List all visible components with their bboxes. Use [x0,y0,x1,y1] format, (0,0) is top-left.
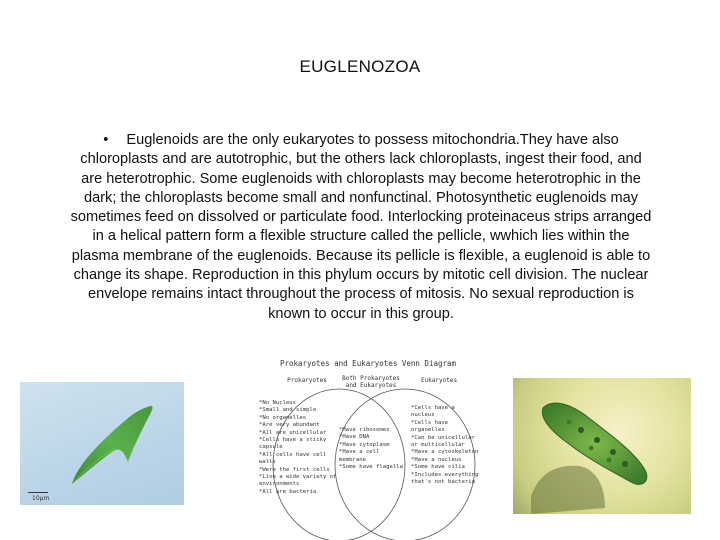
venn-heading-eukaryotes: Eukaryotes [420,377,458,384]
bullet-marker: • [103,132,109,148]
paragraph-text: Euglenoids are the only eukaryotes to possess mitochondria.They have also chloroplasts and are autotrophic, but the others lack chloroplasts, ingest their food, and are heterotrophic. Some euglenoids with chloroplasts may become heterotrophic in the dark; the chloroplasts become small and nonfunctinal. Photosynthetic euglenoids may sometimes feed on dissolved or particulate food. Interlocking proteinaceus strips arranged in a helical pattern form a flexible structure called the pellicle, wwhich lies within the plasma membrane of the euglenoids. Because its pellicle is flexible, a euglenoid is able to change its shape. Reproduction in this phylum occurs by mitotic cell division. The nuclear envelope remains intact throughout the process of mitosis. No sexual reproduction is known to occur in this group. [70,132,652,322]
list-item: *Cells have a nucleus [411,405,455,419]
list-item: *No Nucleus [259,400,297,406]
list-item: *Some have cilia [411,464,465,471]
list-item: *Have a cytoskeleton [411,449,479,456]
slide-title: EUGLENOZOA [299,57,421,76]
venn-diagram [253,355,483,540]
venn-title: Prokaryotes and Eukaryotes Venn Diagram [279,359,457,368]
scale-bar [28,492,48,493]
list-item: *Some have flagella [339,464,403,471]
venn-list-eukaryotes [411,405,481,486]
venn-heading-both: Both Prokaryotes and Eukaryotes [342,375,400,389]
list-item: *All are bacteria [259,488,317,495]
list-item: *Can be unicellular or multicellular [411,434,475,449]
body-paragraph [70,131,652,324]
list-item: *Live a wide variety of environments [259,474,337,488]
list-item: *No organelles [259,414,307,421]
list-item: *All cells have cell walls [259,451,327,466]
list-item: *Were the first cells [259,466,330,473]
list-item: *Cells have a sticky capsule [259,437,327,451]
list-item: *Have a nucleus [411,456,462,463]
venn-heading-prokaryotes: Prokaryotes [287,377,327,384]
list-item: *Cells have organelles [411,419,449,434]
euglena-cell-right [513,378,691,514]
scale-label: 10μm [32,495,50,502]
list-item: *Includes everything that's not bacteria [411,471,479,486]
venn-list-shared [339,427,407,471]
euglena-photo-left [20,382,184,505]
euglena-photo-right [513,378,691,514]
list-item: *Have cytoplasm [339,441,390,448]
list-item: *Have DNA [339,434,370,441]
euglena-cell-left [20,382,184,505]
list-item: *All are unicellular [259,429,327,436]
list-item: *Small and simple [259,407,317,414]
venn-list-prokaryotes [259,400,339,496]
list-item: *Have a cell membrane [339,449,380,463]
list-item: *Have ribosomes [339,427,390,433]
list-item: *Are very abundant [259,422,320,429]
